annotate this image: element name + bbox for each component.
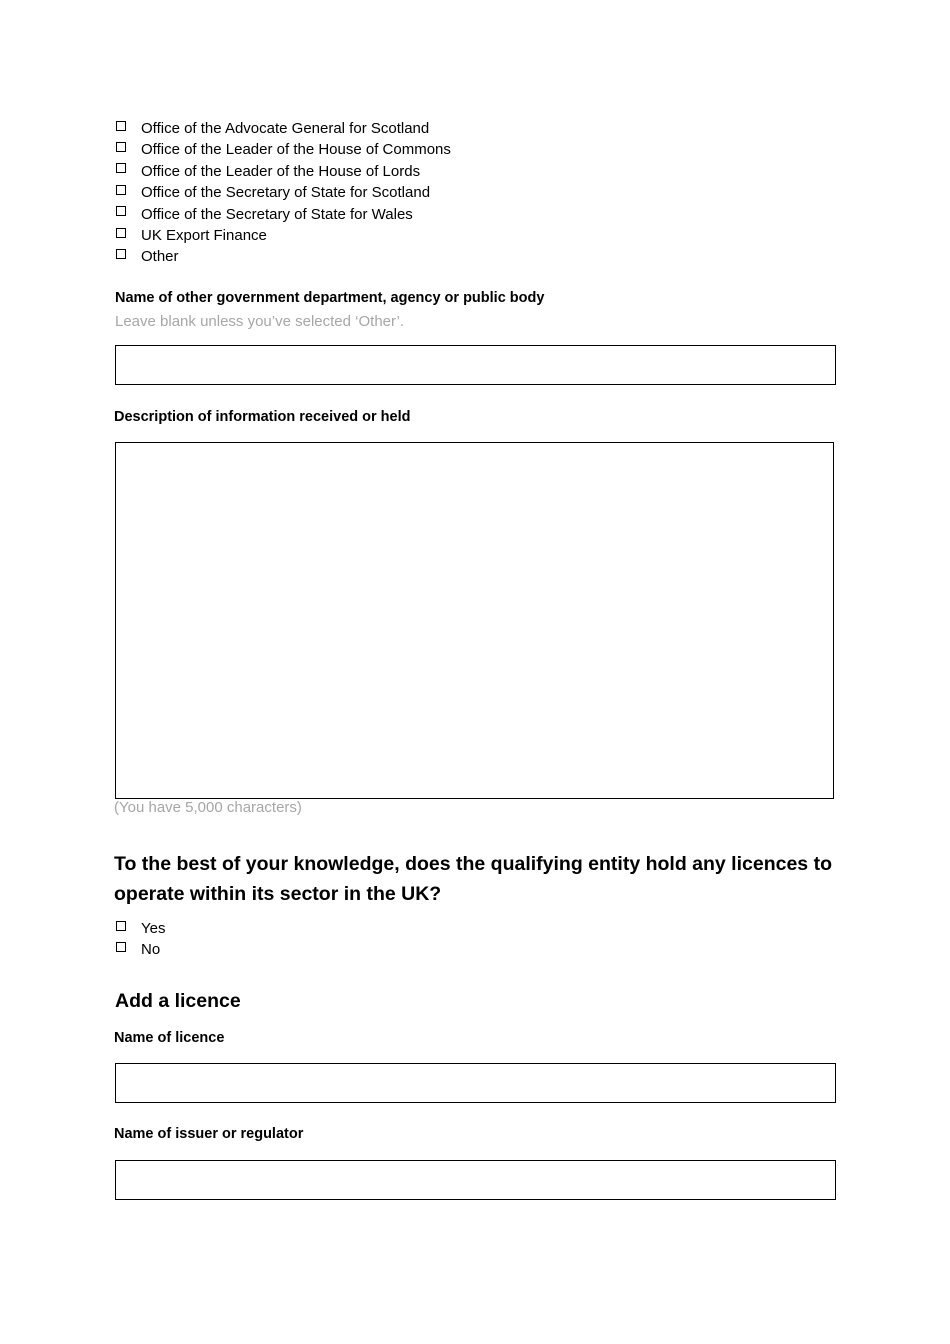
department-option-label: Office of the Leader of the House of Commons (141, 141, 451, 159)
checkbox[interactable] (116, 142, 126, 152)
department-option[interactable] (116, 225, 451, 246)
checkbox[interactable] (116, 206, 126, 216)
answer-option-label: Yes (141, 920, 166, 937)
checkbox[interactable] (116, 942, 126, 952)
department-option-label: Office of the Secretary of State for Wales (141, 205, 413, 223)
checkbox[interactable] (116, 185, 126, 195)
add-licence-heading: Add a licence (115, 990, 241, 1012)
department-option[interactable] (116, 204, 451, 225)
department-option-other[interactable] (116, 246, 451, 267)
checkbox[interactable] (116, 121, 126, 131)
department-option-label: Office of the Leader of the House of Lords (141, 162, 421, 180)
answer-option-no[interactable] (116, 939, 165, 960)
description-textarea[interactable] (115, 442, 834, 799)
department-option-label: UK Export Finance (141, 226, 267, 244)
department-option[interactable] (116, 182, 451, 203)
answer-option-label: No (141, 941, 161, 959)
description-label: Description of information received or held (114, 409, 411, 425)
department-option-label: Other (141, 248, 179, 266)
department-option-label: Office of the Advocate General for Scotland (141, 120, 430, 137)
department-checklist (116, 118, 451, 268)
department-option[interactable] (116, 139, 451, 160)
other-department-input[interactable] (115, 345, 836, 385)
checkbox[interactable] (116, 249, 126, 259)
licence-name-input[interactable] (115, 1063, 836, 1103)
character-count: (You have 5,000 characters) (114, 799, 302, 816)
checkbox[interactable] (116, 163, 126, 173)
checkbox[interactable] (116, 921, 126, 931)
licence-name-label: Name of licence (114, 1030, 225, 1046)
other-department-label: Name of other government department, agency or public body (115, 290, 545, 306)
issuer-name-label: Name of issuer or regulator (114, 1126, 304, 1142)
issuer-name-input[interactable] (115, 1160, 836, 1200)
department-option-label: Office of the Secretary of State for Scotland (141, 184, 431, 202)
answer-option-yes[interactable] (116, 918, 165, 939)
department-option[interactable] (116, 118, 451, 139)
other-department-hint: Leave blank unless you’ve selected ‘Other’. (115, 313, 405, 330)
licences-answer-checklist (116, 918, 165, 961)
checkbox[interactable] (116, 228, 126, 238)
department-option[interactable] (116, 161, 451, 182)
licences-question: To the best of your knowledge, does the qualifying entity hold any licences to operate within its sector in the UK? (114, 853, 832, 905)
